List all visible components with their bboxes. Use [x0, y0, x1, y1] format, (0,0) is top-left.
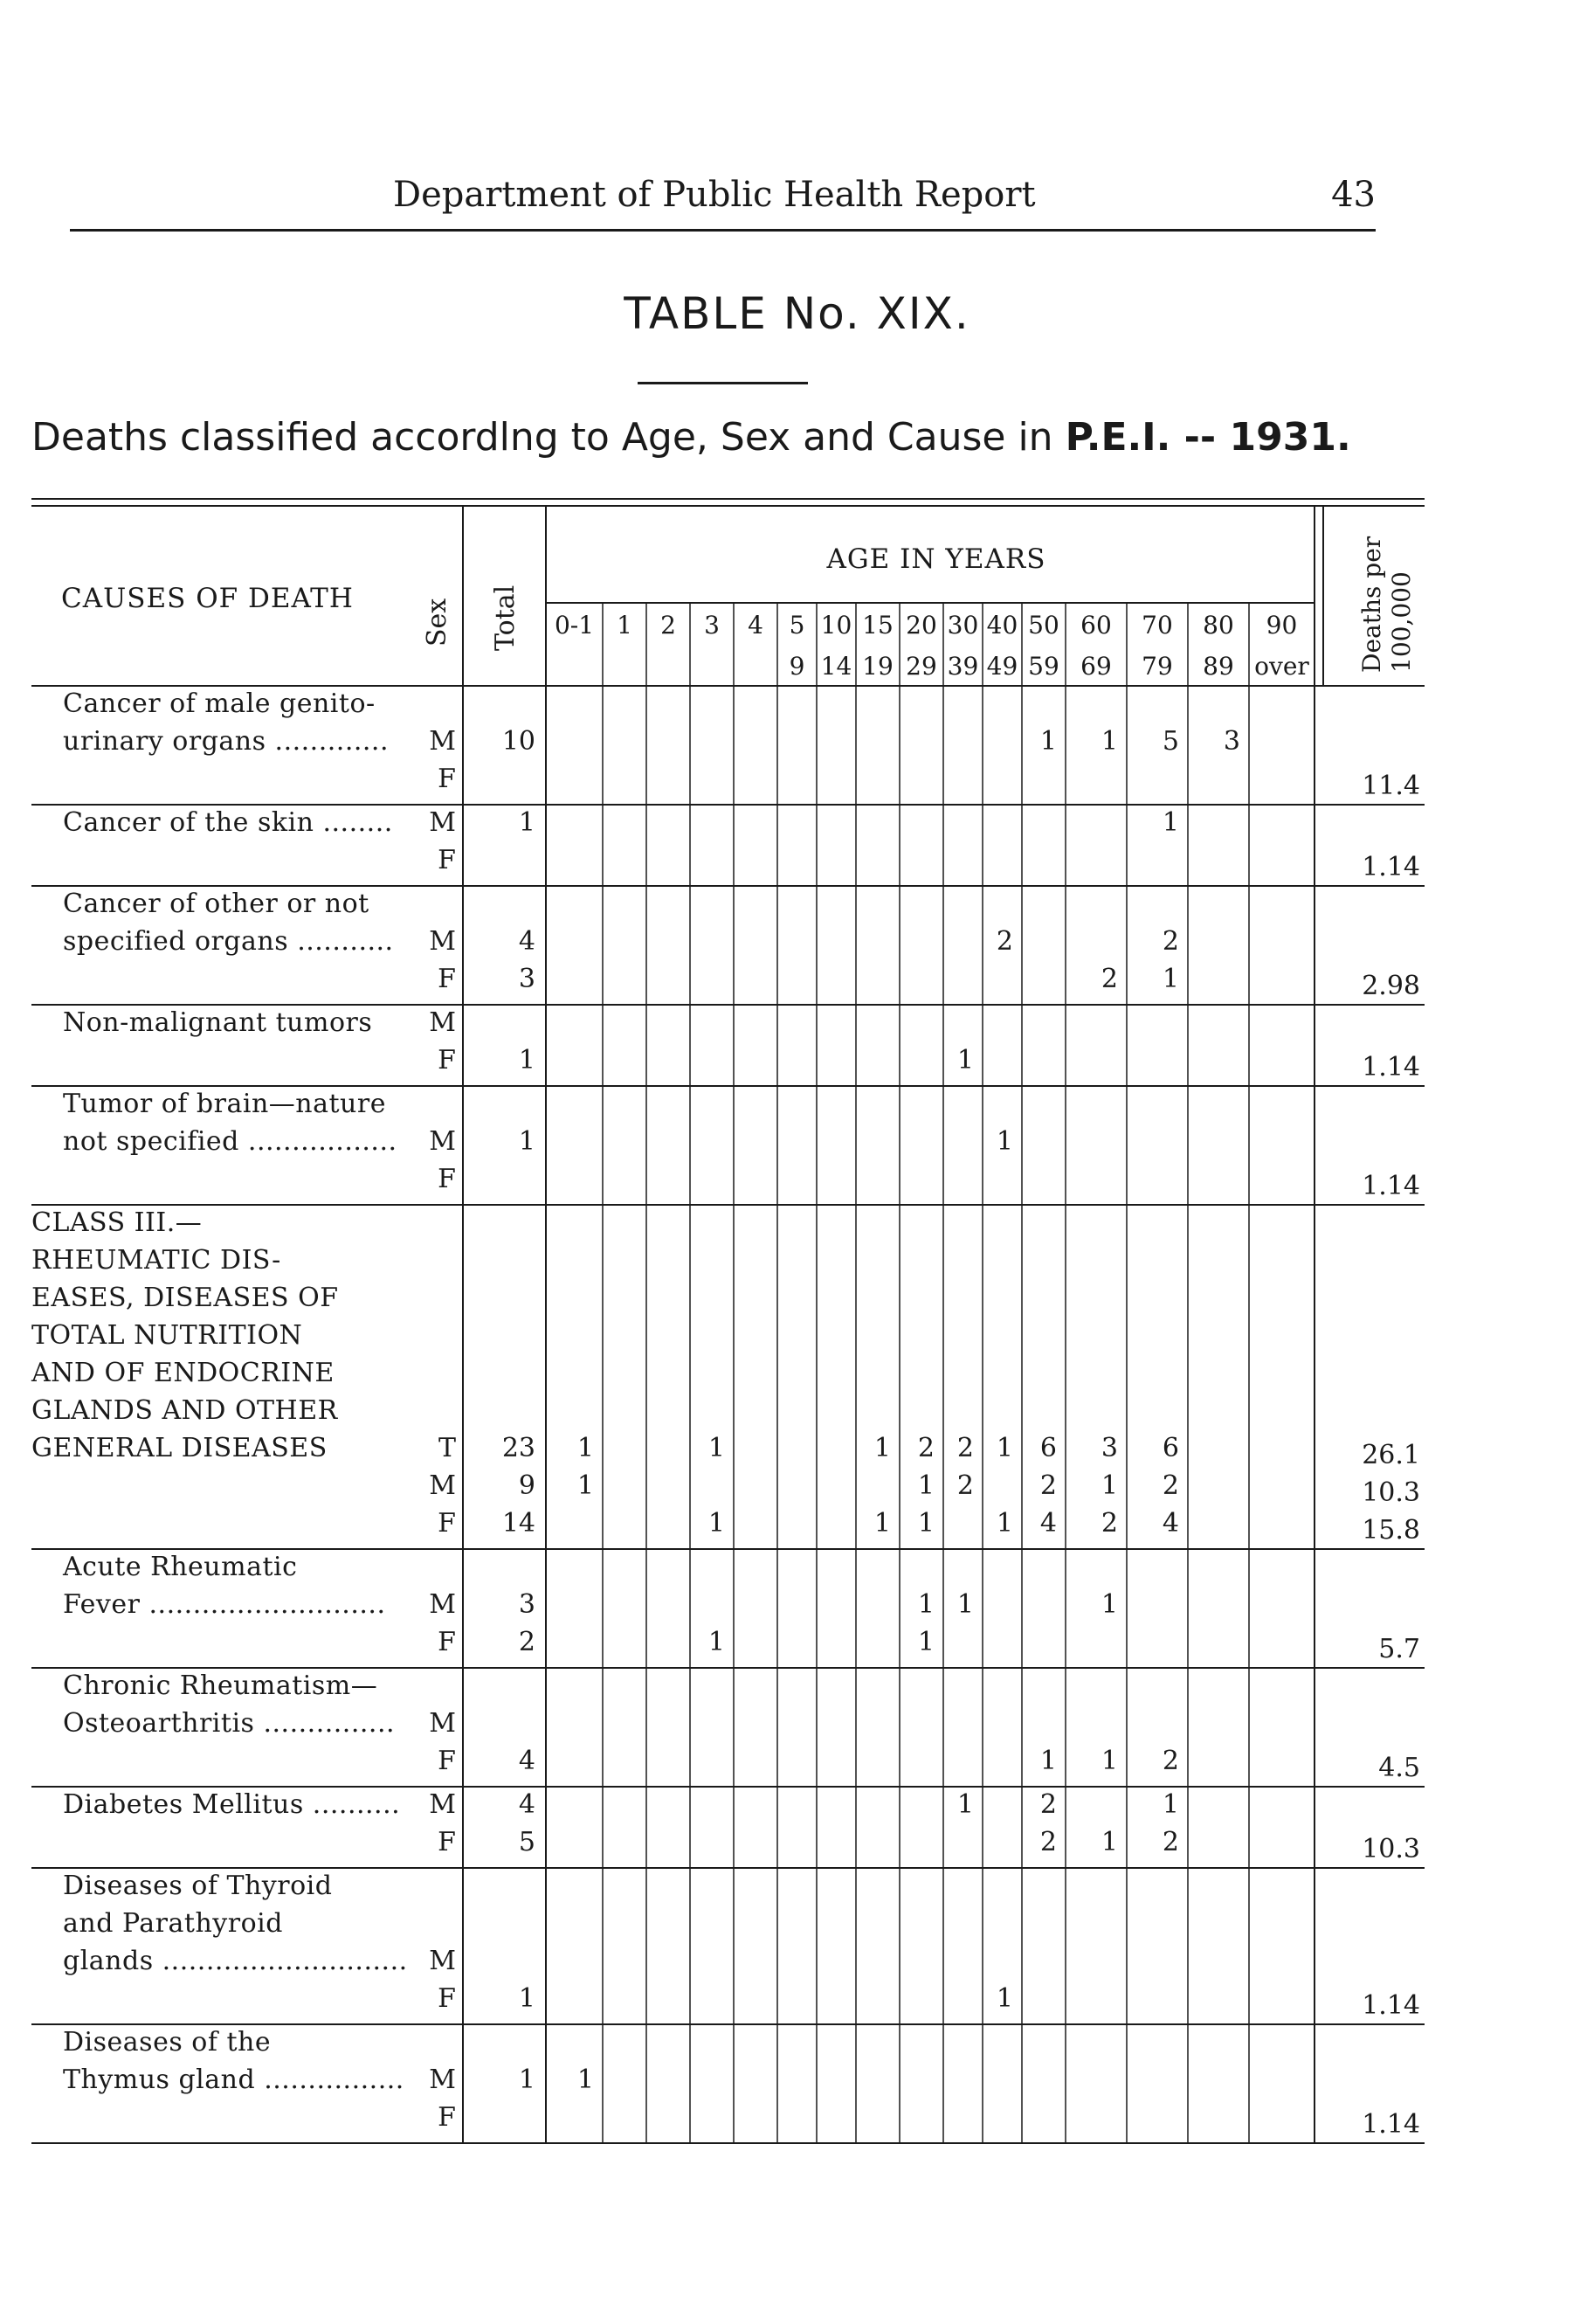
sex-cell: M — [429, 1007, 456, 1038]
rate-cell: 1.14 — [1362, 1052, 1420, 1082]
rate-cell: 10.3 — [1362, 1477, 1420, 1508]
sex-cell: M — [429, 1126, 456, 1157]
header-age-top: 1 — [617, 611, 632, 640]
age-cell: 1 — [917, 1627, 935, 1657]
header-rate-line2: 100,000 — [1387, 571, 1416, 673]
header-age-top: 10 — [820, 611, 852, 640]
caption-bold: P.E.I. -- 1931. — [1065, 415, 1351, 460]
age-cell: 1 — [996, 1983, 1013, 2014]
age-cell: 2 — [1039, 1827, 1057, 1857]
cause-label: Osteoarthritis ............... — [63, 1708, 396, 1739]
sex-cell: M — [429, 1946, 456, 1976]
header-age-top: 90 — [1266, 611, 1298, 640]
sex-cell: F — [438, 2102, 456, 2133]
cause-label: glands ............................ — [63, 1946, 408, 1976]
sex-cell: T — [438, 1433, 456, 1463]
age-cell: 1 — [1101, 1827, 1118, 1857]
rate-cell: 26.1 — [1362, 1440, 1420, 1470]
rate-cell: 5.7 — [1378, 1634, 1420, 1664]
header-age-top: 3 — [704, 611, 720, 640]
page-number: 43 — [1331, 175, 1376, 215]
total-cell: 23 — [501, 1433, 535, 1463]
header-age-top: 80 — [1203, 611, 1234, 640]
age-cell: 1 — [917, 1589, 935, 1620]
age-cell: 6 — [1162, 1433, 1179, 1463]
sex-cell: F — [438, 1983, 456, 2014]
age-cell: 1 — [707, 1627, 725, 1657]
age-cell: 3 — [1223, 726, 1240, 757]
total-cell: 4 — [518, 926, 535, 957]
cause-label: Acute Rheumatic — [63, 1552, 298, 1582]
age-cell: 5 — [1162, 726, 1179, 757]
header-age-bottom: 29 — [906, 652, 937, 681]
age-cell: 1 — [1039, 726, 1057, 757]
age-cell: 4 — [1162, 1508, 1179, 1539]
header-age-top: 40 — [986, 611, 1018, 640]
sex-cell: M — [429, 1589, 456, 1620]
header-total: Total — [490, 584, 521, 651]
age-cell: 1 — [873, 1433, 891, 1463]
age-cell: 1 — [1162, 964, 1179, 994]
header-age-in-years: AGE IN YEARS — [826, 543, 1046, 575]
age-cell: 1 — [1039, 1746, 1057, 1776]
sex-cell: M — [429, 2065, 456, 2095]
header-sex: Sex — [422, 598, 452, 647]
age-cell: 2 — [1162, 1746, 1179, 1776]
age-cell: 1 — [956, 1589, 974, 1620]
age-cell: 1 — [996, 1508, 1013, 1539]
total-cell: 1 — [518, 807, 535, 838]
sex-cell: M — [429, 1708, 456, 1739]
age-cell: 2 — [1039, 1470, 1057, 1501]
total-cell: 3 — [518, 964, 535, 994]
total-cell: 10 — [501, 726, 535, 757]
header-age-top: 20 — [906, 611, 937, 640]
age-cell: 1 — [1162, 1789, 1179, 1820]
sex-cell: M — [429, 926, 456, 957]
age-cell: 6 — [1039, 1433, 1057, 1463]
total-cell: 1 — [518, 2065, 535, 2095]
cause-label: Cancer of other or not — [63, 889, 369, 919]
header-age-top: 0-1 — [554, 611, 595, 640]
age-cell: 4 — [1039, 1508, 1057, 1539]
caption-plain: Deaths classified accordlng to Age, Sex and Cause in — [31, 415, 1053, 460]
total-cell: 14 — [501, 1508, 535, 1539]
age-cell: 1 — [1162, 807, 1179, 838]
cause-label: and Parathyroid — [63, 1908, 283, 1939]
header-age-bottom: 14 — [820, 652, 852, 681]
header-age-bottom: over — [1254, 652, 1309, 681]
header-age-bottom: 9 — [789, 652, 805, 681]
total-cell: 1 — [518, 1983, 535, 2014]
age-cell: 1 — [707, 1508, 725, 1539]
age-cell: 1 — [576, 1470, 594, 1501]
age-cell: 1 — [1101, 1746, 1118, 1776]
sex-cell: F — [438, 1045, 456, 1076]
rate-cell: 11.4 — [1362, 771, 1420, 801]
cause-label: GLANDS AND OTHER — [31, 1395, 338, 1426]
header-rate-line1: Deaths per — [1357, 536, 1386, 673]
total-cell: 1 — [518, 1126, 535, 1157]
sex-cell: F — [438, 1627, 456, 1657]
sex-cell: M — [429, 1470, 456, 1501]
header-age-bottom: 89 — [1203, 652, 1234, 681]
rate-cell: 1.14 — [1362, 1990, 1420, 2021]
header-causes: CAUSES OF DEATH — [61, 583, 354, 614]
age-cell: 1 — [873, 1508, 891, 1539]
header-age-top: 4 — [748, 611, 763, 640]
age-cell: 1 — [576, 1433, 594, 1463]
header-age-top: 70 — [1142, 611, 1173, 640]
age-cell: 2 — [1162, 926, 1179, 957]
total-cell: 5 — [518, 1827, 535, 1857]
rate-cell: 2.98 — [1362, 971, 1420, 1001]
age-cell: 2 — [1162, 1470, 1179, 1501]
cause-label: Chronic Rheumatism— — [63, 1670, 378, 1701]
header-age-top: 2 — [660, 611, 676, 640]
rate-cell: 4.5 — [1378, 1753, 1420, 1783]
age-cell: 1 — [996, 1126, 1013, 1157]
sex-cell: F — [438, 764, 456, 794]
cause-label: RHEUMATIC DIS- — [31, 1245, 281, 1276]
age-cell: 2 — [1162, 1827, 1179, 1857]
rate-cell: 10.3 — [1362, 1834, 1420, 1864]
total-cell: 3 — [518, 1589, 535, 1620]
header-age-bottom: 79 — [1142, 652, 1173, 681]
cause-label: Cancer of male genito- — [63, 688, 376, 719]
header-age-top: 30 — [947, 611, 979, 640]
rate-cell: 1.14 — [1362, 852, 1420, 882]
age-cell: 1 — [1101, 726, 1118, 757]
header-age-top: 15 — [862, 611, 894, 640]
cause-label: AND OF ENDOCRINE — [31, 1358, 335, 1388]
age-cell: 2 — [1039, 1789, 1057, 1820]
total-cell: 1 — [518, 1045, 535, 1076]
sex-cell: F — [438, 1746, 456, 1776]
age-cell: 2 — [1101, 964, 1118, 994]
header-age-top: 5 — [789, 611, 805, 640]
age-cell: 2 — [956, 1433, 974, 1463]
age-cell: 2 — [917, 1433, 935, 1463]
cause-label: GENERAL DISEASES — [31, 1433, 328, 1463]
cause-label: Thymus gland ................ — [63, 2065, 404, 2095]
age-cell: 1 — [707, 1433, 725, 1463]
sex-cell: F — [438, 964, 456, 994]
age-cell: 1 — [1101, 1470, 1118, 1501]
age-cell: 2 — [956, 1470, 974, 1501]
cause-label: Cancer of the skin ........ — [63, 807, 393, 838]
header-age-bottom: 19 — [862, 652, 894, 681]
age-cell: 1 — [917, 1508, 935, 1539]
cause-label: Diabetes Mellitus .......... — [63, 1789, 401, 1820]
total-cell: 4 — [518, 1746, 535, 1776]
age-cell: 2 — [996, 926, 1013, 957]
total-cell: 9 — [518, 1470, 535, 1501]
age-cell: 1 — [956, 1045, 974, 1076]
sex-cell: F — [438, 845, 456, 875]
age-cell: 1 — [917, 1470, 935, 1501]
cause-label: not specified ................. — [63, 1126, 397, 1157]
age-cell: 2 — [1101, 1508, 1118, 1539]
sex-cell: F — [438, 1164, 456, 1194]
rate-cell: 15.8 — [1362, 1515, 1420, 1546]
age-cell: 1 — [576, 2065, 594, 2095]
cause-label: CLASS III.— — [31, 1207, 203, 1238]
header-age-top: 50 — [1028, 611, 1059, 640]
sex-cell: M — [429, 807, 456, 838]
header-age-bottom: 59 — [1028, 652, 1059, 681]
cause-label: Diseases of the — [63, 2027, 272, 2058]
rate-cell: 1.14 — [1362, 1171, 1420, 1201]
sex-cell: M — [429, 726, 456, 757]
header-age-bottom: 69 — [1080, 652, 1112, 681]
total-cell: 2 — [518, 1627, 535, 1657]
cause-label: urinary organs ............. — [63, 726, 390, 757]
header-age-bottom: 39 — [947, 652, 979, 681]
cause-label: specified organs ........... — [63, 926, 394, 957]
age-cell: 3 — [1101, 1433, 1118, 1463]
cause-label: Diseases of Thyroid — [63, 1871, 333, 1901]
age-cell: 1 — [1101, 1589, 1118, 1620]
header-age-top: 60 — [1080, 611, 1112, 640]
cause-label: Fever ........................... — [63, 1589, 386, 1620]
table-number: TABLE No. XIX. — [624, 288, 970, 339]
total-cell: 4 — [518, 1789, 535, 1820]
sex-cell: F — [438, 1508, 456, 1539]
rate-cell: 1.14 — [1362, 2109, 1420, 2140]
age-cell: 1 — [956, 1789, 974, 1820]
sex-cell: M — [429, 1789, 456, 1820]
cause-label: TOTAL NUTRITION — [31, 1320, 303, 1351]
sex-cell: F — [438, 1827, 456, 1857]
cause-label: Non-malignant tumors — [63, 1007, 373, 1038]
header-age-bottom: 49 — [986, 652, 1018, 681]
cause-label: EASES, DISEASES OF — [31, 1283, 339, 1313]
cause-label: Tumor of brain—nature — [63, 1089, 386, 1119]
running-title: Department of Public Health Report — [393, 175, 1036, 215]
age-cell: 1 — [996, 1433, 1013, 1463]
